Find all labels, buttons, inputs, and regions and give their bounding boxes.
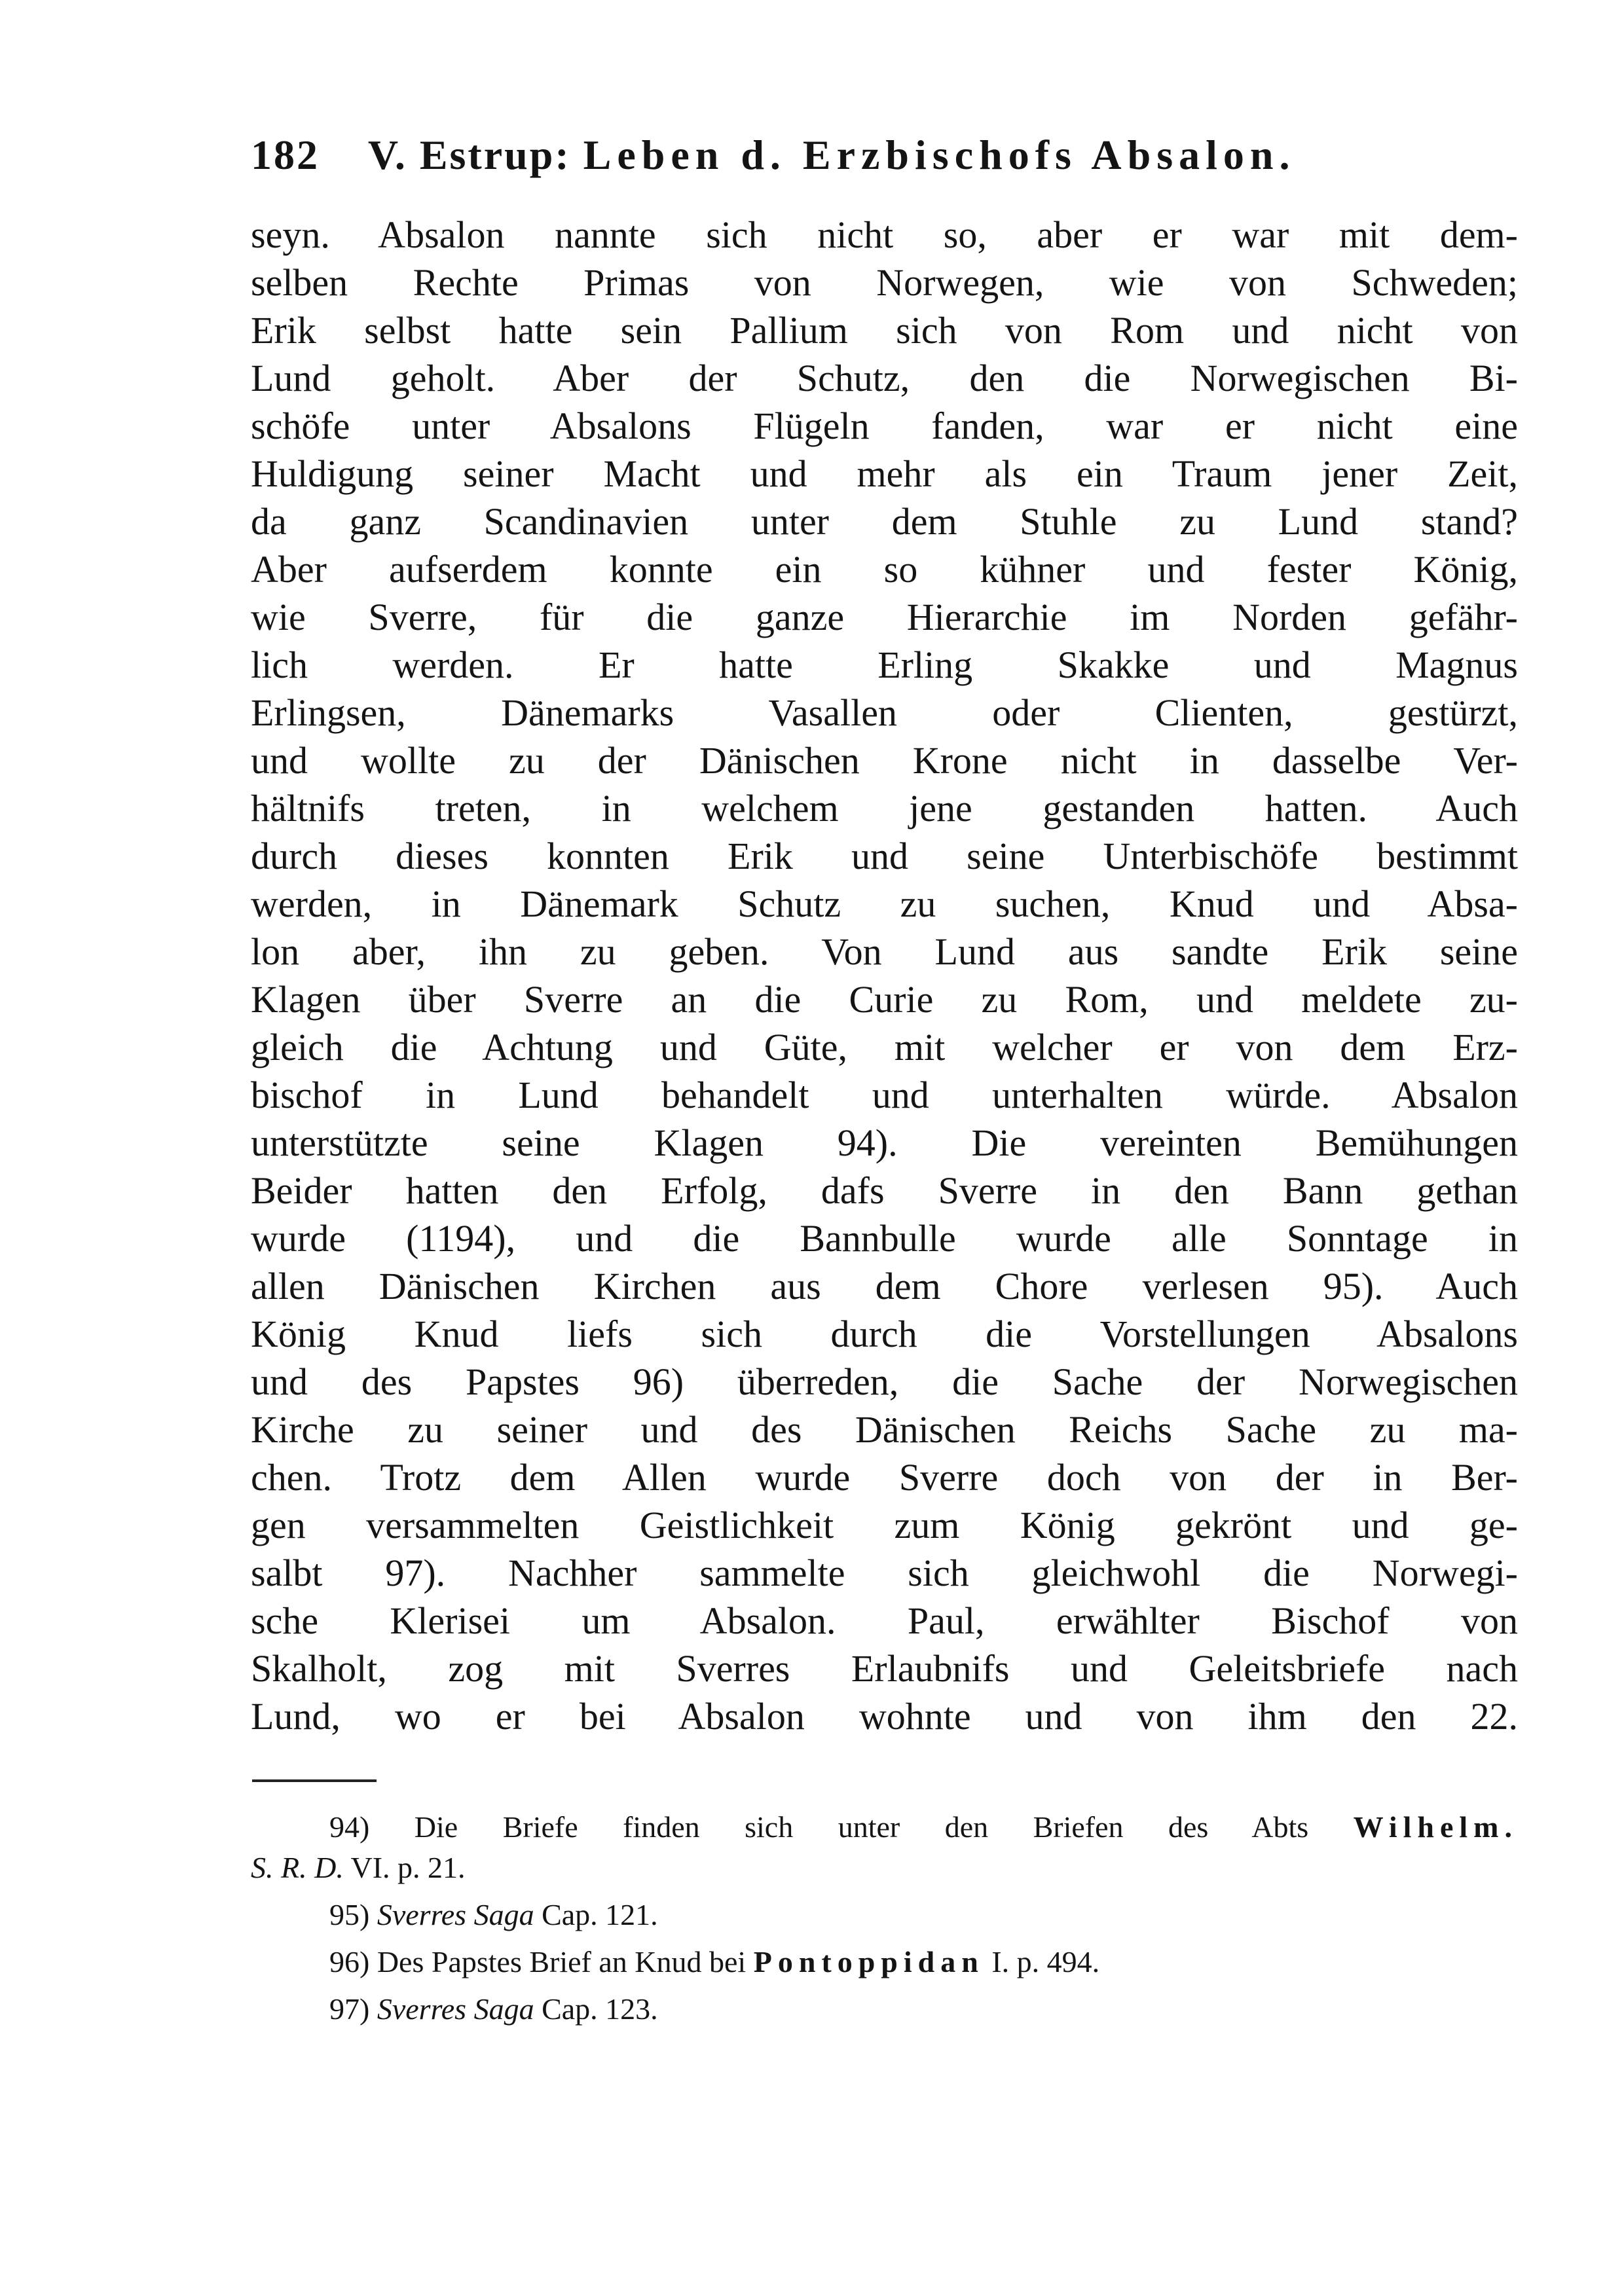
text-line: sche Klerisei um Absalon. Paul, erwählter Bischof von [251,1599,1518,1642]
text-line: und wollte zu der Dänischen Krone nicht in dasselbe Ver- [251,739,1518,782]
footnote-94-line-2: S. R. D. VI. p. 21. [251,1851,466,1884]
text-line: durch dieses konnten Erik und seine Unterbischöfe bestimmt [251,835,1518,877]
text-line: wie Sverre, für die ganze Hierarchie im Norden gefähr- [251,596,1518,638]
text-line: Huldigung seiner Macht und mehr als ein Traum jener Zeit, [251,452,1518,495]
text-line: Kirche zu seiner und des Dänischen Reichs Sache zu ma- [251,1408,1518,1451]
text-line: gleich die Achtung und Güte, mit welcher er von dem Erz- [251,1026,1518,1068]
footnote-rule [252,1779,377,1782]
text-line: und des Papstes 96) überreden, die Sache der Norwegischen [251,1360,1518,1403]
text-line: allen Dänischen Kirchen aus dem Chore verlesen 95). Auch [251,1265,1518,1307]
text-line: lich werden. Er hatte Erling Skakke und Magnus [251,644,1518,686]
footnote-95: 95) Sverres Saga Cap. 121. [329,1898,658,1931]
text-line: werden, in Dänemark Schutz zu suchen, Knud und Absa- [251,883,1518,925]
text-line: Lund, wo er bei Absalon wohnte und von ihm den 22. [251,1695,1518,1738]
footnote-97: 97) Sverres Saga Cap. 123. [329,1992,658,2026]
text-line: gen versammelten Geistlichkeit zum König gekrönt und ge- [251,1504,1518,1546]
text-line: da ganz Scandinavien unter dem Stuhle zu Lund stand? [251,500,1518,543]
text-line: König Knud liefs sich durch die Vorstellungen Absalons [251,1313,1518,1355]
text-line: schöfe unter Absalons Flügeln fanden, war er nicht eine [251,405,1518,447]
text-line: Klagen über Sverre an die Curie zu Rom, und meldete zu- [251,978,1518,1021]
text-line: lon aber, ihn zu geben. Von Lund aus sandte Erik seine [251,930,1518,973]
text-line: Skalholt, zog mit Sverres Erlaubnifs und Geleitsbriefe nach [251,1647,1518,1690]
text-line: Erlingsen, Dänemarks Vasallen oder Clienten, gestürzt, [251,691,1518,734]
text-line: selben Rechte Primas von Norwegen, wie von Schweden; [251,261,1518,304]
footnotes [251,1807,1518,2030]
text-line: Beider hatten den Erfolg, dafs Sverre in den Bann gethan [251,1169,1518,1212]
footnote-96: 96) Des Papstes Brief an Knud bei Pontoppidan I. p. 494. [329,1945,1100,1978]
footnote-94-line-1: 94) Die Briefe finden sich unter den Briefen des Abts Wilhelm. [329,1810,1518,1844]
text-line: bischof in Lund behandelt und unterhalten würde. Absalon [251,1074,1518,1116]
text-line: chen. Trotz dem Allen wurde Sverre doch von der in Ber- [251,1456,1518,1499]
text-line: Erik selbst hatte sein Pallium sich von Rom und nicht von [251,309,1518,352]
header-title: Leben d. Erzbischofs Absalon. [583,132,1296,178]
text-line: Lund geholt. Aber der Schutz, den die Norwegischen Bi- [251,357,1518,399]
header-author: V. Estrup: [367,132,571,178]
text-line: seyn. Absalon nannte sich nicht so, aber er war mit dem- [251,213,1518,256]
text-line: unterstützte seine Klagen 94). Die vereinten Bemühungen [251,1121,1518,1164]
text-line: salbt 97). Nachher sammelte sich gleichwohl die Norwegi- [251,1552,1518,1594]
page-number: 182 [251,132,320,178]
text-line: wurde (1194), und die Bannbulle wurde alle Sonntage in [251,1217,1518,1260]
running-header [251,131,1518,179]
text-line: hältnifs treten, in welchem jene gestanden hatten. Auch [251,787,1518,829]
text-line: Aber aufserdem konnte ein so kühner und fester König, [251,548,1518,591]
body-text [251,211,1518,1740]
